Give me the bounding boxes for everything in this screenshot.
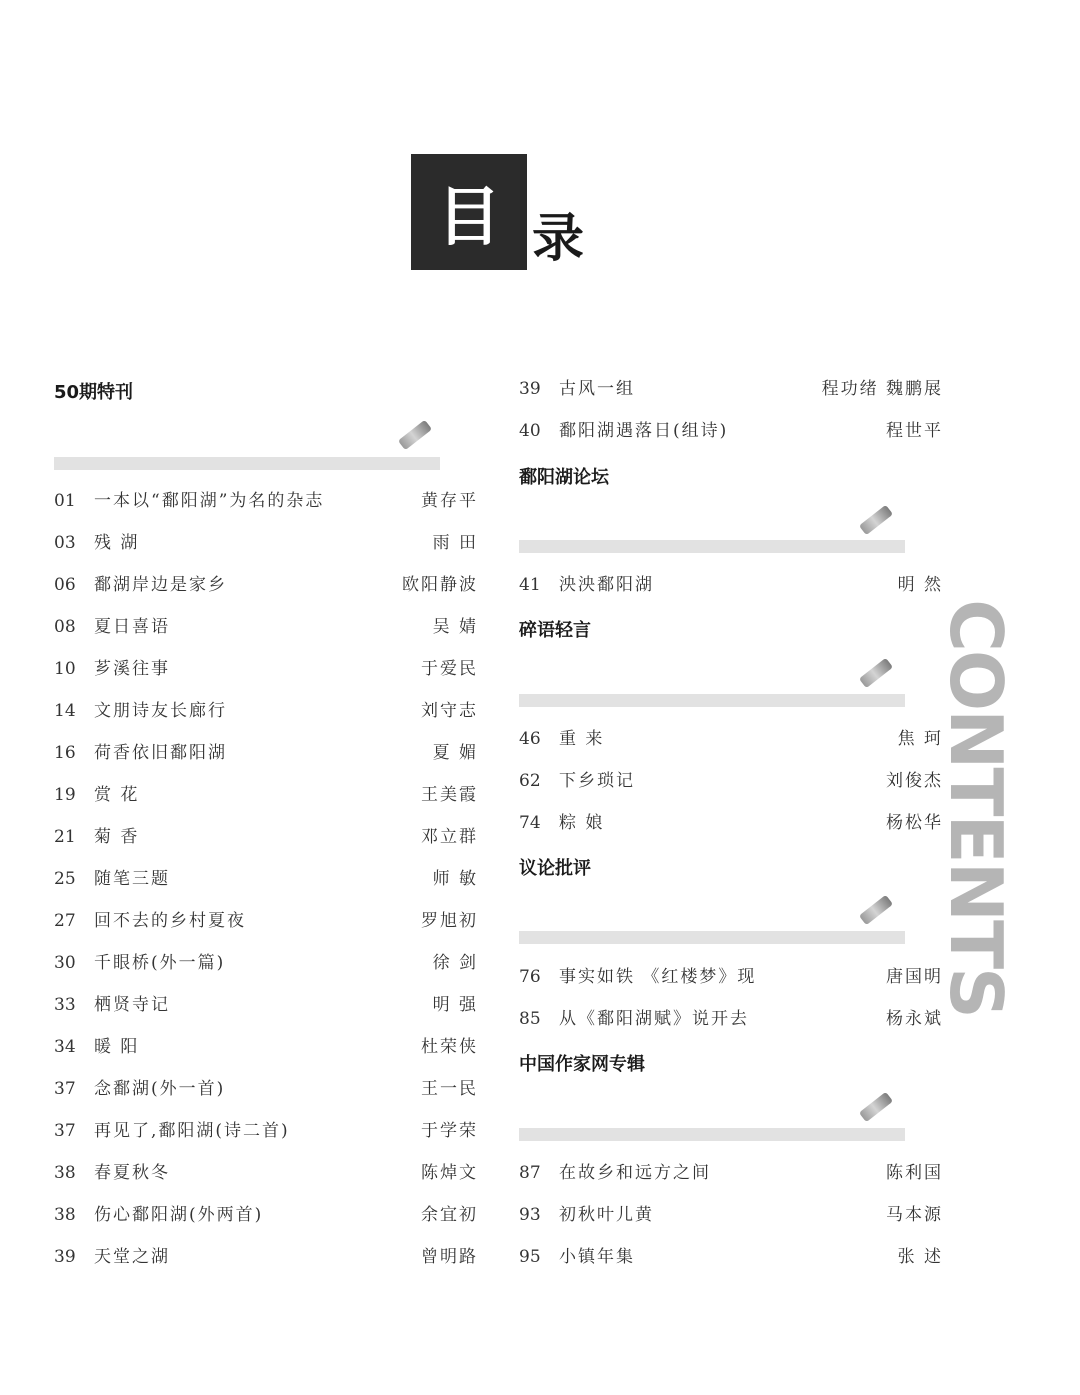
page-number: 16 — [54, 743, 76, 763]
page-number: 85 — [519, 1009, 541, 1029]
toc-entry[interactable] — [519, 572, 943, 598]
pen-icon — [859, 505, 893, 535]
entry-author: 余宜初 — [421, 1205, 478, 1225]
entry-author: 张 述 — [897, 1247, 943, 1267]
contents-vertical-label: CONTENTS — [934, 599, 1018, 1017]
entry-title: 随笔三题 — [94, 869, 170, 889]
entry-author: 陈焯文 — [421, 1163, 478, 1183]
page-number: 30 — [54, 953, 76, 973]
pen-icon — [859, 1092, 893, 1122]
page-number: 37 — [54, 1079, 76, 1099]
entry-title: 念鄱湖(外一首) — [94, 1079, 226, 1099]
page-number: 08 — [54, 617, 76, 637]
page-number: 87 — [519, 1163, 541, 1183]
section-title: 碎语轻言 — [519, 620, 591, 641]
page-number: 39 — [519, 379, 541, 399]
page-number: 46 — [519, 729, 541, 749]
entry-title: 芗溪往事 — [94, 659, 170, 679]
entry-title: 下乡琐记 — [559, 771, 635, 791]
entry-author: 杨松华 — [886, 813, 943, 833]
entry-author: 师 敏 — [432, 869, 478, 889]
entry-author: 焦 珂 — [897, 729, 943, 749]
entry-title: 赏 花 — [94, 785, 140, 805]
entry-title: 残 湖 — [94, 533, 140, 553]
entry-author: 罗旭初 — [421, 911, 478, 931]
toc-entry[interactable] — [54, 572, 478, 598]
page-number: 01 — [54, 491, 76, 511]
page-number: 25 — [54, 869, 76, 889]
entry-title: 荷香依旧鄱阳湖 — [94, 743, 227, 763]
toc-entry[interactable] — [519, 810, 943, 836]
toc-entry[interactable] — [54, 866, 478, 892]
page-number: 10 — [54, 659, 76, 679]
page-number: 38 — [54, 1163, 76, 1183]
section-title: 鄱阳湖论坛 — [519, 467, 609, 488]
entry-author: 夏 媚 — [432, 743, 478, 763]
pen-icon — [398, 420, 432, 450]
entry-title: 初秋叶儿黄 — [559, 1205, 654, 1225]
section-divider — [519, 931, 905, 944]
toc-entry[interactable] — [519, 768, 943, 794]
entry-author: 马本源 — [886, 1205, 943, 1225]
entry-title: 一本以“鄱阳湖”为名的杂志 — [94, 491, 325, 511]
toc-entry[interactable] — [519, 376, 943, 402]
toc-entry[interactable] — [519, 1160, 943, 1186]
page-number: 33 — [54, 995, 76, 1015]
entry-title: 文朋诗友长廊行 — [94, 701, 227, 721]
toc-entry[interactable] — [519, 964, 943, 990]
entry-author: 杜荣侠 — [421, 1037, 478, 1057]
toc-entry[interactable] — [519, 1006, 943, 1032]
entry-author: 陈利国 — [886, 1163, 943, 1183]
page-number: 74 — [519, 813, 541, 833]
page-number: 03 — [54, 533, 76, 553]
page-number: 93 — [519, 1205, 541, 1225]
entry-title: 在故乡和远方之间 — [559, 1163, 711, 1183]
section-divider — [519, 540, 905, 553]
toc-entry[interactable] — [519, 1202, 943, 1228]
title-char-2: 录 — [532, 208, 585, 269]
title-char-1: 目 — [437, 181, 501, 255]
entry-author: 程世平 — [886, 421, 943, 441]
entry-author: 刘俊杰 — [886, 771, 943, 791]
pen-icon — [859, 895, 893, 925]
entry-author: 吴 婧 — [432, 617, 478, 637]
page-number: 62 — [519, 771, 541, 791]
entry-author: 曾明路 — [421, 1247, 478, 1267]
page-number: 39 — [54, 1247, 76, 1267]
entry-title: 从《鄱阳湖赋》说开去 — [559, 1009, 749, 1029]
entry-author: 于爱民 — [421, 659, 478, 679]
entry-title: 鄱湖岸边是家乡 — [94, 575, 227, 595]
entry-author: 明 然 — [897, 575, 943, 595]
toc-entry[interactable] — [54, 1034, 478, 1060]
toc-entry[interactable] — [54, 824, 478, 850]
page-number: 06 — [54, 575, 76, 595]
toc-entry[interactable] — [54, 488, 478, 514]
entry-title: 粽 娘 — [559, 813, 605, 833]
page-number: 19 — [54, 785, 76, 805]
page-number: 76 — [519, 967, 541, 987]
page-number: 21 — [54, 827, 76, 847]
entry-author: 欧阳静波 — [402, 575, 478, 595]
entry-author: 刘守志 — [421, 701, 478, 721]
entry-author: 黄存平 — [421, 491, 478, 511]
entry-title: 春夏秋冬 — [94, 1163, 170, 1183]
toc-entry[interactable] — [54, 992, 478, 1018]
entry-title: 千眼桥(外一篇) — [94, 953, 226, 973]
section-divider — [519, 694, 905, 707]
toc-entry[interactable] — [519, 1244, 943, 1270]
page-number: 34 — [54, 1037, 76, 1057]
section-divider — [519, 1128, 905, 1141]
entry-author: 明 强 — [432, 995, 478, 1015]
title-box — [411, 154, 527, 270]
toc-entry[interactable] — [54, 1160, 478, 1186]
section-title: 议论批评 — [519, 858, 591, 879]
entry-author: 王美霞 — [421, 785, 478, 805]
entry-title: 暖 阳 — [94, 1037, 140, 1057]
entry-author: 雨 田 — [432, 533, 478, 553]
pen-icon — [859, 658, 893, 688]
entry-title: 天堂之湖 — [94, 1247, 170, 1267]
toc-entry[interactable] — [54, 950, 478, 976]
entry-title: 古风一组 — [559, 379, 635, 399]
page-number: 37 — [54, 1121, 76, 1141]
entry-author: 王一民 — [421, 1079, 478, 1099]
toc-entry[interactable] — [54, 1244, 478, 1270]
toc-entry[interactable] — [519, 418, 943, 444]
page-number: 95 — [519, 1247, 541, 1267]
entry-title: 栖贤寺记 — [94, 995, 170, 1015]
entry-title: 泱泱鄱阳湖 — [559, 575, 654, 595]
page-number: 27 — [54, 911, 76, 931]
entry-title: 重 来 — [559, 729, 605, 749]
entry-author: 唐国明 — [886, 967, 943, 987]
toc-entry[interactable] — [54, 1076, 478, 1102]
entry-author: 邓立群 — [421, 827, 478, 847]
toc-entry[interactable] — [54, 656, 478, 682]
toc-entry[interactable] — [54, 1202, 478, 1228]
section-title-special: 50期特刊 — [54, 382, 134, 403]
page-number: 14 — [54, 701, 76, 721]
entry-author: 杨永斌 — [886, 1009, 943, 1029]
toc-entry[interactable] — [54, 698, 478, 724]
toc-entry[interactable] — [54, 530, 478, 556]
toc-entry[interactable] — [519, 726, 943, 752]
entry-title: 菊 香 — [94, 827, 140, 847]
entry-title: 回不去的乡村夏夜 — [94, 911, 246, 931]
page-number: 41 — [519, 575, 541, 595]
section-title: 中国作家网专辑 — [519, 1054, 645, 1075]
entry-title: 小镇年集 — [559, 1247, 635, 1267]
toc-entry[interactable] — [54, 908, 478, 934]
entry-title: 事实如铁 《红楼梦》现 — [559, 967, 757, 987]
section-divider — [54, 457, 440, 470]
entry-title: 鄱阳湖遇落日(组诗) — [559, 421, 729, 441]
entry-author: 程功绪 魏鹏展 — [821, 379, 943, 399]
page-number: 38 — [54, 1205, 76, 1225]
toc-entry[interactable] — [54, 614, 478, 640]
entry-author: 于学荣 — [421, 1121, 478, 1141]
entry-title: 伤心鄱阳湖(外两首) — [94, 1205, 264, 1225]
entry-author: 徐 剑 — [432, 953, 478, 973]
toc-entry[interactable] — [54, 740, 478, 766]
entry-title: 再见了,鄱阳湖(诗二首) — [94, 1121, 290, 1141]
toc-entry[interactable] — [54, 782, 478, 808]
toc-entry[interactable] — [54, 1118, 478, 1144]
entry-title: 夏日喜语 — [94, 617, 170, 637]
page-number: 40 — [519, 421, 541, 441]
